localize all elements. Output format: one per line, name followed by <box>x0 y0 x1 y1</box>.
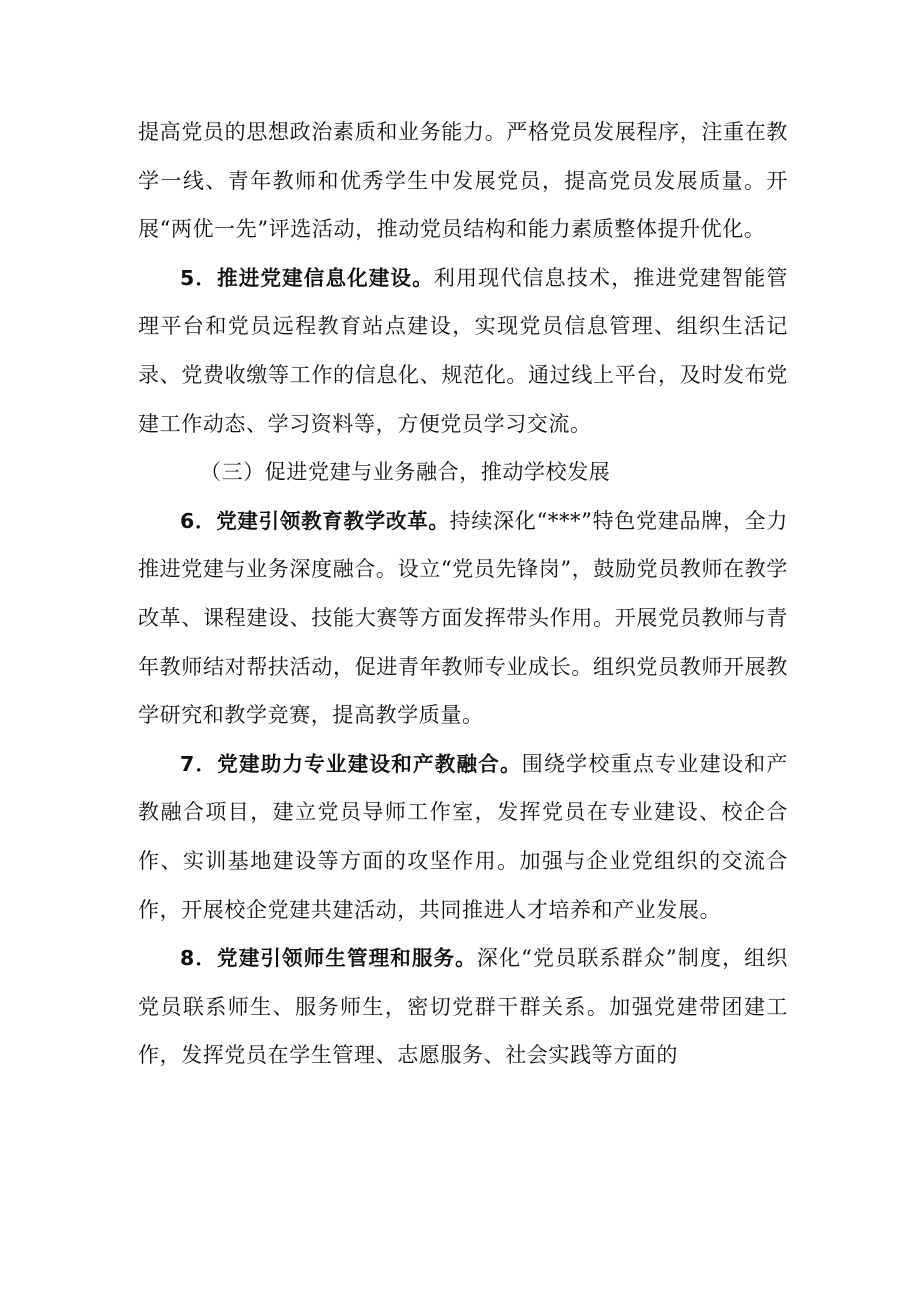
paragraph-text: 围绕学校重点专业建设和产教融合项目，建立党员导师工作室，发挥党员在专业建设、校企合作、实训基地建设等方面的攻坚作用。加强与企业党组织的交流合作，开展校企党建共建活动，共同推进人才培养和产业发展。 <box>138 751 788 922</box>
paragraph-item-5 <box>138 254 788 448</box>
paragraph-text: 利用现代信息技术，推进党建智能管理平台和党员远程教育站点建设，实现党员信息管理、组织生活记录、党费收缴等工作的信息化、规范化。通过线上平台，及时发布党建工作动态、学习资料等，方便党员学习交流。 <box>138 265 788 436</box>
paragraph-text: 深化“党员联系群众”制度，组织党员联系师生、服务师生，密切党群干群关系。加强党建带团建工作，发挥党员在学生管理、志愿服务、社会实践等方面的 <box>138 946 788 1068</box>
paragraph-text: 持续深化“***”特色党建品牌，全力推进党建与业务深度融合。设立“党员先锋岗”，鼓励党员教师在教学改革、课程建设、技能大赛等方面发挥带头作用。开展党员教师与青年教师结对帮扶活动，促进青年教师专业成长。组织党员教师开展教学研究和教学竞赛，提高教学质量。 <box>138 508 788 728</box>
paragraph-text: 提高党员的思想政治素质和业务能力。严格党员发展程序，注重在教学一线、青年教师和优秀学生中发展党员，提高党员发展质量。开展“两优一先”评选活动，推动党员结构和能力素质整体提升优化。 <box>138 120 788 242</box>
paragraph-continuation <box>138 108 788 254</box>
item-heading: 6．党建引领教育教学改革。 <box>180 508 450 533</box>
document-body <box>138 108 788 1080</box>
paragraph-item-8 <box>138 934 788 1080</box>
paragraph-item-7 <box>138 740 788 934</box>
section-subheading <box>138 448 788 497</box>
item-heading: 8．党建引领师生管理和服务。 <box>180 946 477 971</box>
subheading-text: （三）促进党建与业务融合，推动学校发展 <box>200 460 611 485</box>
item-heading: 5．推进党建信息化建设。 <box>180 265 434 290</box>
paragraph-item-6 <box>138 497 788 740</box>
item-heading: 7．党建助力专业建设和产教融合。 <box>180 751 522 776</box>
